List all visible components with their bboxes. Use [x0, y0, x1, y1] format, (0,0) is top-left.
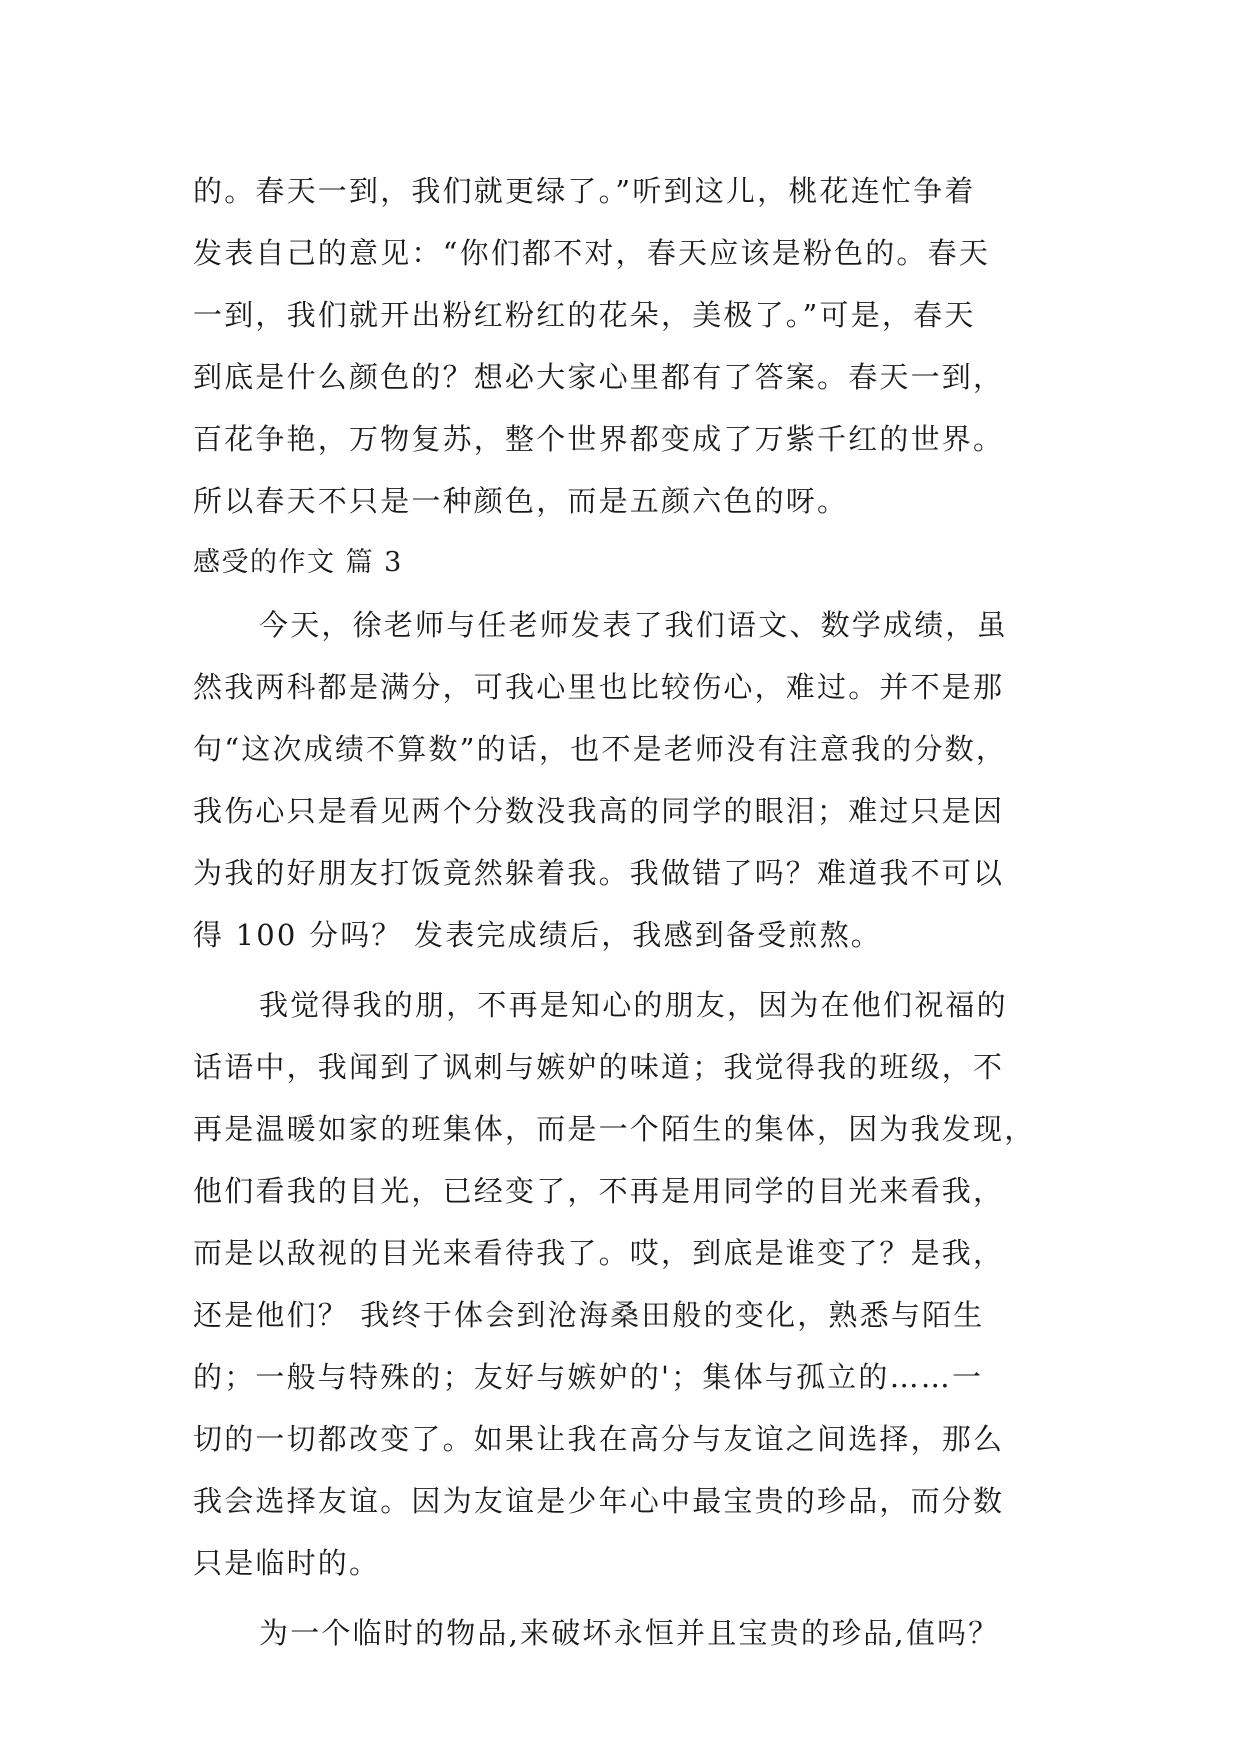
text-line: 的；一般与特殊的；友好与嫉妒的'；集体与孤立的……一 — [193, 1360, 984, 1394]
text-line: 得 100 分吗？ 发表完成绩后，我感到备受煎熬。 — [193, 918, 883, 952]
text-line: 为我的好朋友打饭竟然躲着我。我做错了吗？难道我不可以 — [193, 856, 1005, 890]
text-line: 话语中，我闻到了讽刺与嫉妒的味道；我觉得我的班级，不 — [193, 1050, 1005, 1084]
paragraph-gap — [193, 966, 1073, 974]
section-title: 感受的作文 篇 3 — [193, 547, 403, 578]
text-line: 发表自己的意见：“你们都不对，春天应该是粉色的。春天 — [193, 236, 991, 270]
text-line: 切的一切都改变了。如果让我在高分与友谊之间选择，那么 — [193, 1422, 1005, 1456]
text-line: 再是温暖如家的班集体，而是一个陌生的集体，因为我发现， — [193, 1112, 1036, 1146]
paragraph-gap — [193, 1594, 1073, 1602]
text-line: 百花争艳，万物复苏，整个世界都变成了万紫千红的世界。 — [193, 422, 1005, 456]
text-line: 的。春天一到，我们就更绿了。”听到这儿，桃花连忙争着 — [193, 174, 976, 208]
text-line: 他们看我的目光，已经变了，不再是用同学的目光来看我， — [193, 1174, 1005, 1208]
paragraph-3 — [193, 1602, 1073, 1664]
text-line: 所以春天不只是一种颜色，而是五颜六色的呀。 — [193, 484, 849, 518]
text-line: 我伤心只是看见两个分数没我高的同学的眼泪；难过只是因 — [193, 794, 1005, 828]
text-line: 为一个临时的物品,来破坏永恒并且宝贵的珍品,值吗？ — [259, 1616, 1000, 1650]
continuation-paragraph — [193, 160, 1073, 532]
text-line: 一到，我们就开出粉红粉红的花朵，美极了。”可是，春天 — [193, 298, 976, 332]
text-line: 今天，徐老师与任老师发表了我们语文、数学成绩，虽 — [259, 608, 1008, 642]
text-line: 然我两科都是满分，可我心里也比较伤心，难过。并不是那 — [193, 670, 1005, 704]
text-line: 我会选择友谊。因为友谊是少年心中最宝贵的珍品，而分数 — [193, 1484, 1005, 1518]
text-line: 到底是什么颜色的？想必大家心里都有了答案。春天一到， — [193, 360, 1005, 394]
text-line: 而是以敌视的目光来看待我了。哎，到底是谁变了？是我， — [193, 1236, 1005, 1270]
text-line: 只是临时的。 — [193, 1546, 381, 1580]
paragraph-2 — [193, 974, 1073, 1594]
paragraph-1 — [193, 594, 1073, 966]
document-body — [193, 160, 1073, 1664]
text-line: 句“这次成绩不算数”的话，也不是老师没有注意我的分数， — [193, 732, 1008, 766]
text-line: 我觉得我的朋，不再是知心的朋友，因为在他们祝福的 — [259, 988, 1008, 1022]
text-line: 还是他们？ 我终于体会到沧海桑田般的变化，熟悉与陌生 — [193, 1298, 985, 1332]
